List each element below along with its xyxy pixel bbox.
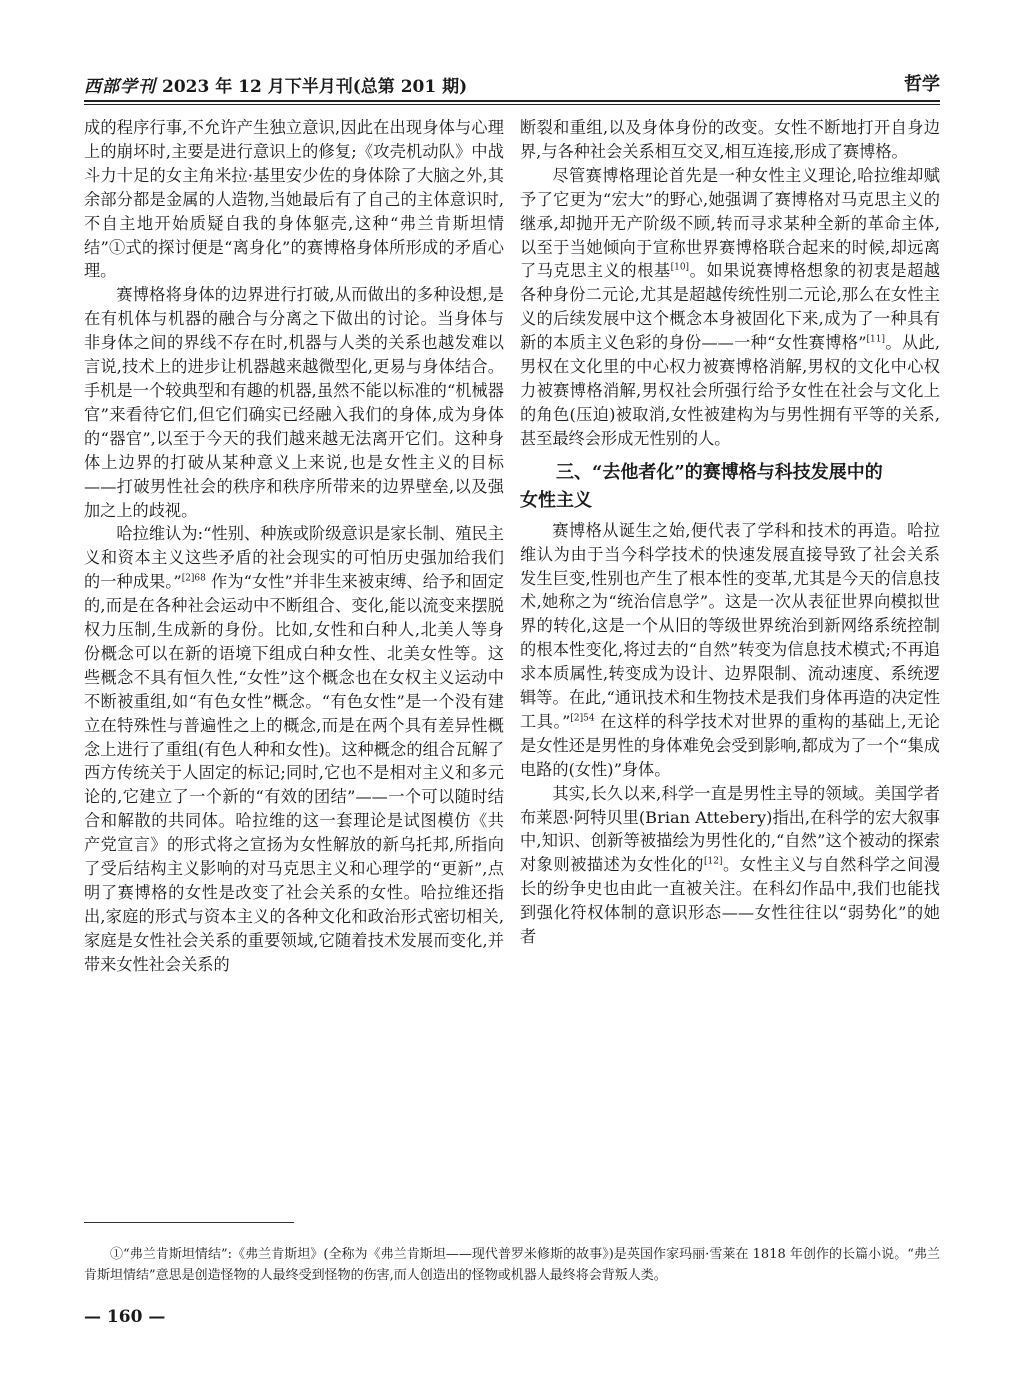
paragraph-text: 尽管赛博格理论首先是一种女性主义理论,哈拉维却赋予了它更为“宏大”的野心,她强调了赛博格对马克思主义的继承,却抛开无产阶级不顾,转而寻求某种全新的革命主体,以至于当她倾向于宣称世界赛博格联合起来的时候,却远离了马克思主义的根基 <box>520 165 940 281</box>
paragraph-text: 。如果说赛博格想象的初衷是超越各种身份二元论,尤其是超越传统性别二元论,那么在女性主义的后续发展中这个概念本身被固化下来,成为了一种具有新的本质主义色彩的身份——一种“女性赛博格” <box>520 261 941 353</box>
right-column <box>520 116 940 949</box>
section-label: 哲学 <box>904 74 940 95</box>
paragraph-text: 。从此,男权在文化里的中心权力被赛博格消解,男权的文化中心权力被赛博格消解,男权社会所强行给予女性在社会与文化上的角色(压迫)被取消,女性被建构为与男性拥有平等的关系,甚至最终会形成无性别的人。 <box>520 333 940 448</box>
section-heading-line2: 女性主义 <box>520 489 592 511</box>
paragraph: 断裂和重组,以及身体身份的改变。女性不断地打开自身边界,与各种社会关系相互交叉,相互连接,形成了赛博格。 <box>520 118 940 161</box>
section-heading-line1: 三、“去他者化”的赛博格与科技发展中的 <box>556 461 883 483</box>
paragraph: 赛博格将身体的边界进行打破,从而做出的多种设想,是在有机体与机器的融合与分离之下做出的讨论。当身体与非身体之间的界线不存在时,机器与人类的关系也越发难以言说,技术上的进步让机器越来越微型化,更易与身体结合。手机是一个较典型和有趣的机器,虽然不能以标准的“机械器官”来看待它们,但它们确实已经融入我们的身体,成为身体的“器官”,以至于今天的我们越来越无法离开它们。这种身体上边界的打破从某种意义上来说,也是女性主义的目标——打破男性社会的秩序和秩序所带来的边界壁垒,以及强加之上的歧视。 <box>84 285 504 520</box>
footnote: ①“弗兰肯斯坦情结”:《弗兰肯斯坦》(全称为《弗兰肯斯坦——现代普罗米修斯的故事》)是英国作家玛丽·雪莱在 1818 年创作的长篇小说。“弗兰肯斯坦情结”意思是创造怪物的人最终受到怪物的伤害,而人创造出的怪物或机器人最终将会背叛人类。 <box>84 1247 940 1283</box>
journal-logo: 西部学刊 <box>84 77 156 97</box>
paragraph-text: 其实,长久以来,科学一直是男性主导的领域。美国学者布莱恩·阿特贝里(Brian Attebery)指出,在科学的宏大叙事中,知识、创新等被描绘为男性化的,“自然”这个被动的探索对象则被描述为女性化的 <box>520 783 940 875</box>
citation-ref: [12] <box>704 856 723 867</box>
paragraph <box>520 519 940 782</box>
paragraph <box>84 522 504 976</box>
header-rule <box>84 100 940 102</box>
paragraph-text: 哈拉维认为:“性别、种族或阶级意识是家长制、殖民主义和资本主义这些矛盾的社会现实的可怕历史强加给我们的一种成果。” <box>84 524 504 592</box>
paragraph <box>520 164 940 451</box>
citation-ref: [2]54 <box>570 713 595 724</box>
paragraph-text: 赛博格从诞生之始,便代表了学科和技术的再造。哈拉维认为由于当今科学技术的快速发展直接导致了社会关系发生巨变,性别也产生了根本性的变革,尤其是今天的信息技术,她称之为“统治信息学”。这是一次从表征世界向模拟世界的转化,这是一个从旧的等级世界统治到新网络系统控制的根本性变化,将过去的“自然”转变为信息技术模式;不再追求本质属性,转变成为设计、边界限制、流动速度、系统逻辑等。在此,“通讯技术和生物技术是我们身体再造的决定性工具。” <box>520 520 940 731</box>
header-rule-thin <box>84 104 940 105</box>
left-column <box>84 116 504 977</box>
footnote-rule <box>84 1222 294 1223</box>
page-number: — 160 — <box>84 1307 166 1327</box>
paragraph-text: 作为“女性”并非生来被束缚、给予和固定的,而是在各种社会运动中不断组合、变化,能以流变来摆脱权力压制,生成新的身份。比如,女性和白种人,北美人等身份概念可以在新的语境下组成白种女性、北美女性等。这些概念不具有恒久性,“女性”这个概念也在女权主义运动中不断被重组,如“有色女性”概念。“有色女性”是一个没有建立在特殊性与普遍性之上的概念,而是在两个具有差异性概念上进行了重组(有色人种和女性)。这种概念的组合瓦解了西方传统关于人固定的标记;同时,它也不是相对主义和多元论的,它建立了一个新的“有效的团结”——一个可以随时结合和解散的共同体。哈拉维的这一套理论是试图模仿《共产党宣言》的形式将之宣扬为女性解放的新乌托邦,所指向了受后结构主义影响的对马克思主义和心理学的“更新”,点明了赛博格的女性是改变了社会关系的女性。哈拉维还指出,家庭的形式与资本主义的各种文化和政治形式密切相关,家庭是女性社会关系的重要领域,它随着技术发展而变化,并带来女性社会关系的 <box>84 572 504 974</box>
paragraph-text: 在这样的科学技术对世界的重构的基础上,无论是女性还是男性的身体难免会受到影响,都成为了一个“集成电路的(女性)”身体。 <box>520 711 940 779</box>
paragraph: 成的程序行事,不允许产生独立意识,因此在出现身体与心理上的崩坏时,主要是进行意识上的修复;《攻壳机动队》中战斗力十足的女主角米拉·基里安少佐的身体除了大脑之外,其余部分都是金属的人造物,当她最后有了自己的主体意识时,不自主地开始质疑自我的身体躯壳,这种“弗兰肯斯坦情结”①式的探讨便是“离身化”的赛博格身体所形成的矛盾心理。 <box>84 118 504 281</box>
section-heading <box>520 459 940 515</box>
issue-info: 2023 年 12 月下半月刊(总第 201 期) <box>162 77 468 97</box>
citation-ref: [10] <box>670 263 690 274</box>
citation-ref: [2]68 <box>181 573 206 584</box>
paragraph-text: 。女性主义与自然科学之间漫长的纷争史也由此一直被关注。在科幻作品中,我们也能找到强化符权体制的意识形态——女性往往以“弱势化”的她者 <box>520 855 941 947</box>
page-header <box>84 70 940 96</box>
paragraph <box>520 782 940 949</box>
citation-ref: [11] <box>866 334 886 345</box>
